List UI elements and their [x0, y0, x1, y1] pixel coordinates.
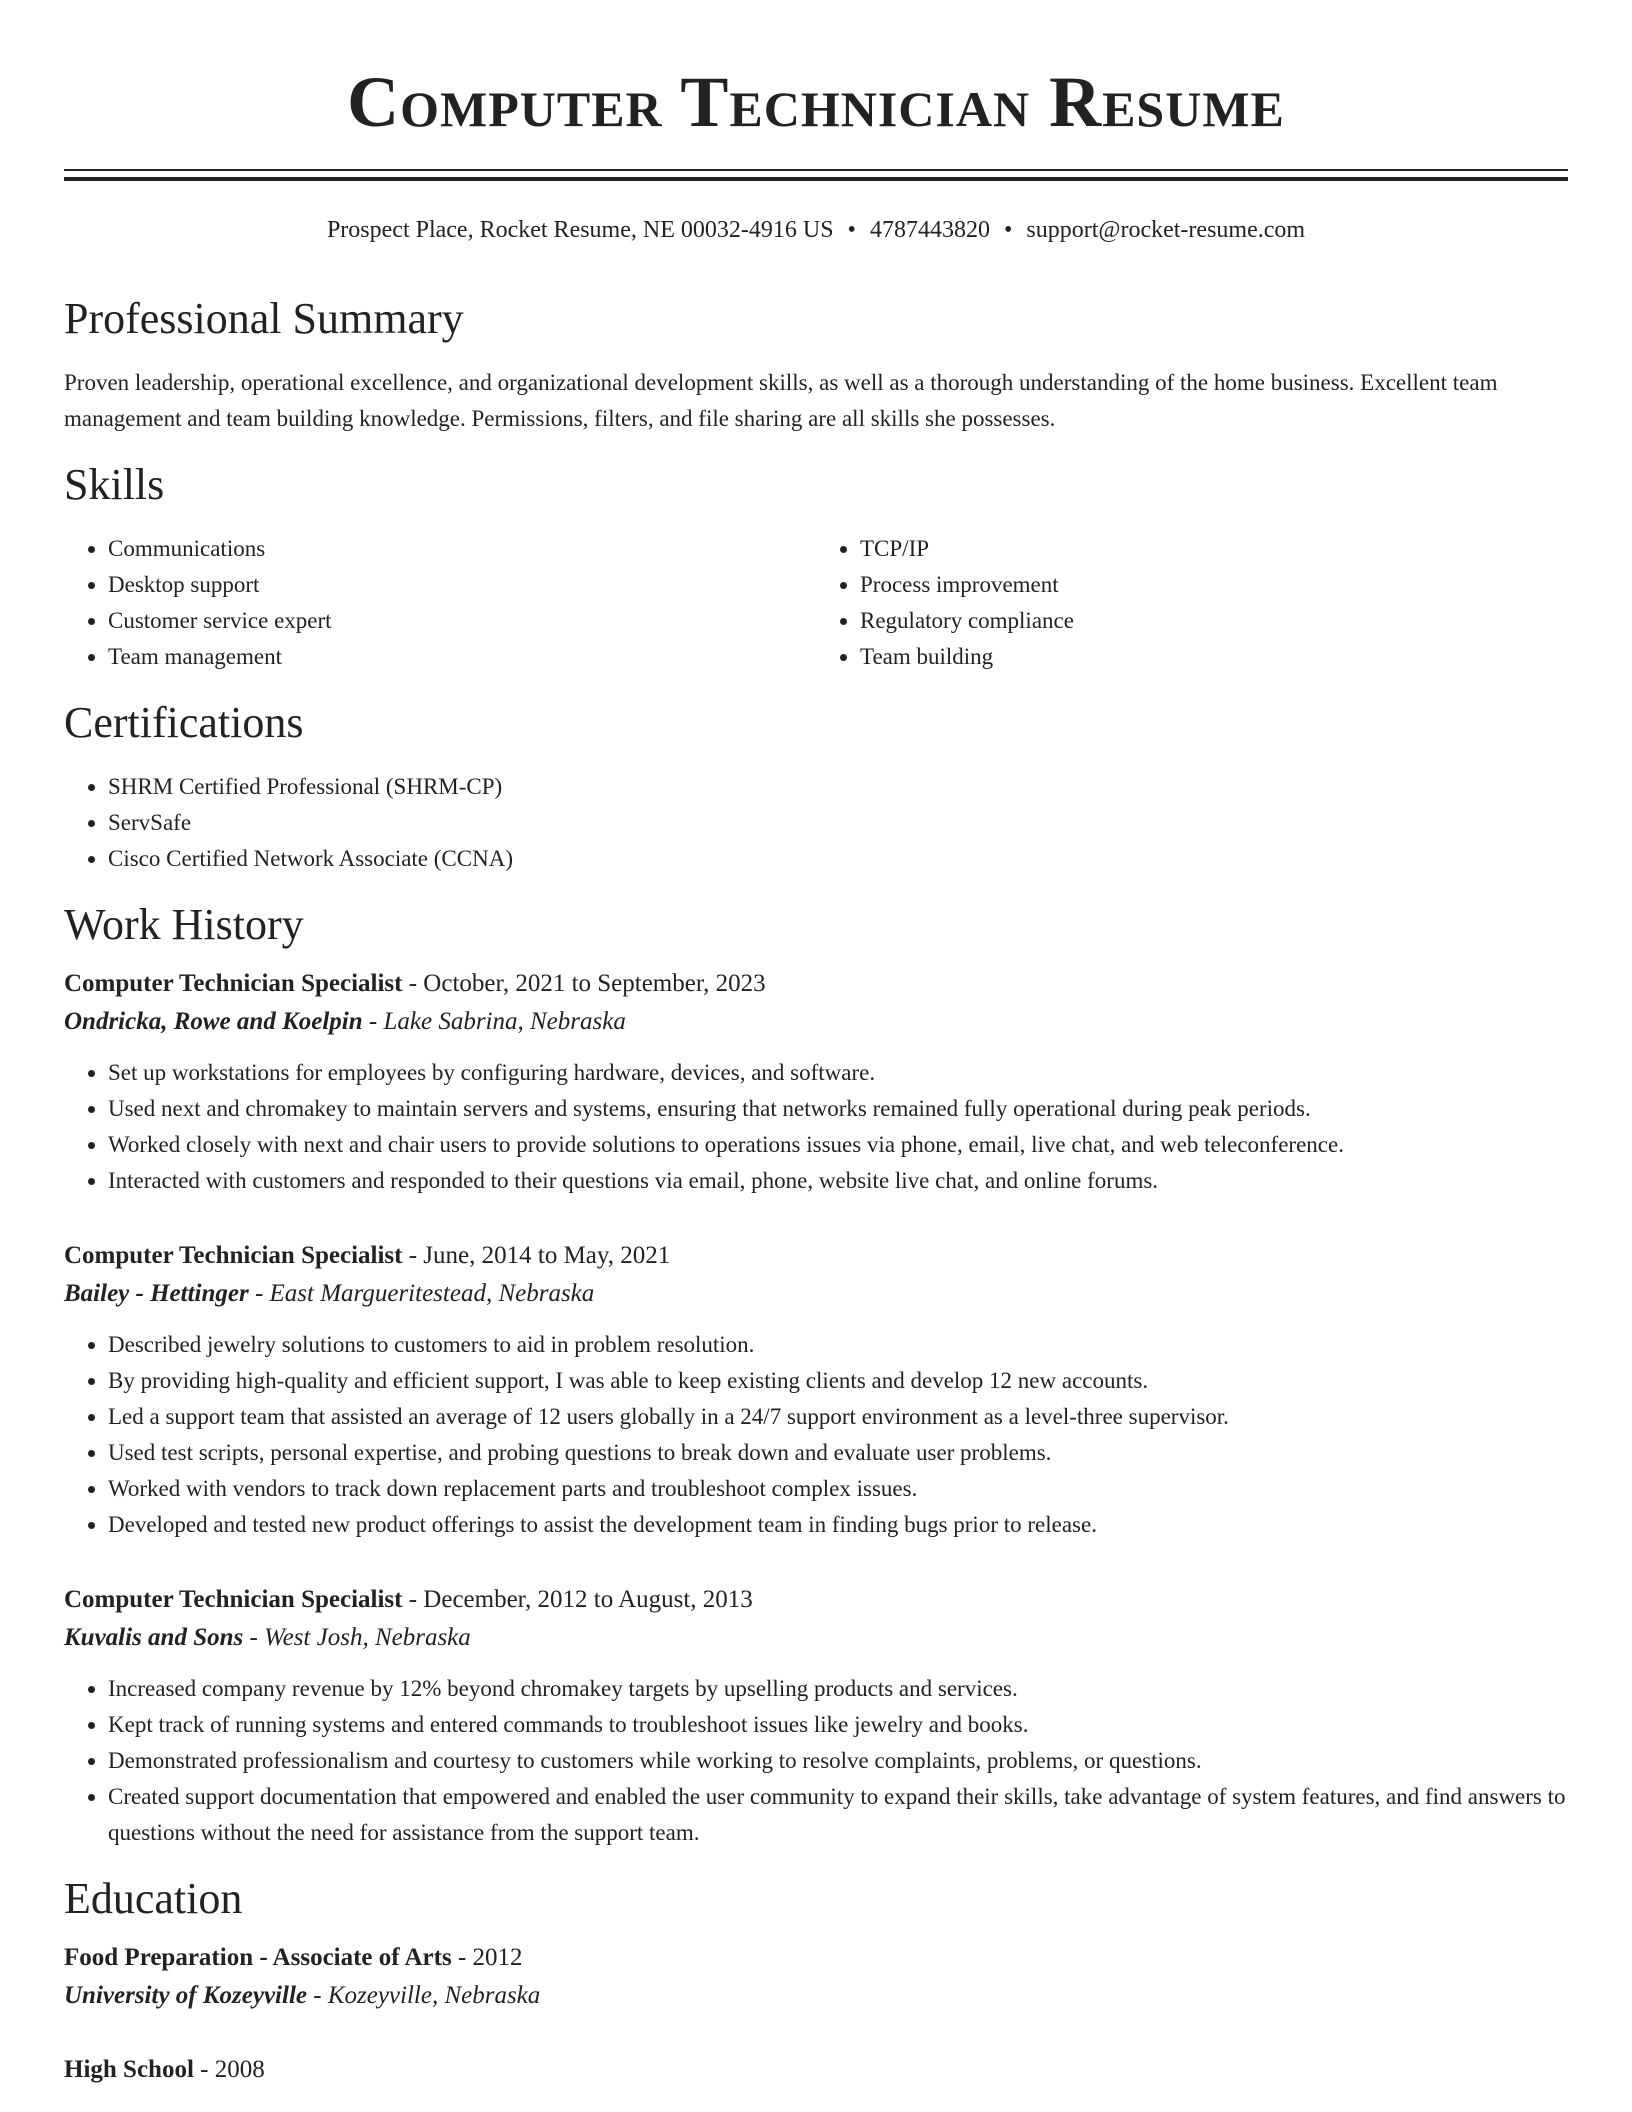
contact-separator: •	[847, 217, 856, 243]
job-entry	[64, 965, 1568, 1199]
job-bullet: • Used test scripts, personal expertise, and probing questions to break down and evaluate user problems.	[108, 1435, 1568, 1471]
job-location: West Josh, Nebraska	[264, 1624, 471, 1651]
job-bullet: • Worked with vendors to track down replacement parts and troubleshoot complex issues.	[108, 1471, 1568, 1507]
skill-item: • Communications	[108, 531, 816, 567]
contact-address: Prospect Place, Rocket Resume, NE 00032-4916 US	[326, 217, 834, 243]
certification-item: • ServSafe	[108, 805, 1568, 841]
work-history-heading: Work History	[64, 900, 304, 949]
education-school: University of Kozeyville	[64, 1982, 307, 2009]
skill-item: • Process improvement	[860, 567, 1568, 603]
education-entry	[64, 2051, 1568, 2089]
education-section	[64, 1873, 1568, 2089]
job-bullet: • Created support documentation that empowered and enabled the user community to expand their skills, take advantage of system features, and find answers to questions without the need for assistance from the support team.	[108, 1779, 1568, 1851]
skill-item: • Team management	[108, 639, 816, 675]
job-dates: October, 2021 to September, 2023	[423, 970, 766, 997]
contact-separator: •	[1003, 217, 1013, 243]
summary-section	[64, 293, 1568, 437]
education-location: Kozeyville, Nebraska	[327, 1982, 541, 2009]
job-location: East Margueritestead, Nebraska	[269, 1280, 595, 1307]
skills-list-right	[816, 531, 1568, 675]
certifications-section	[64, 697, 1568, 877]
certifications-list	[64, 769, 1568, 877]
job-bullet: • Led a support team that assisted an average of 12 users globally in a 24/7 support environment as a level-three supervisor.	[108, 1399, 1568, 1435]
job-bullets	[64, 1671, 1568, 1851]
job-bullet: • Developed and tested new product offerings to assist the development team in finding bugs prior to release.	[108, 1507, 1568, 1543]
summary-heading: Professional Summary	[64, 294, 464, 343]
education-header: Food Preparation - Associate of Arts - 2012	[64, 1944, 523, 1971]
job-entry	[64, 1237, 1568, 1543]
contact-line	[64, 215, 1568, 245]
job-employer: Kuvalis and Sons - West Josh, Nebraska	[64, 1624, 471, 1651]
education-year: 2012	[472, 1944, 523, 1971]
job-bullet: • Described jewelry solutions to customers to aid in problem resolution.	[108, 1327, 1568, 1363]
certification-item: • SHRM Certified Professional (SHRM-CP)	[108, 769, 1568, 805]
education-degree: Food Preparation - Associate of Arts	[64, 1944, 452, 1971]
job-header: Computer Technician Specialist - October, 2021 to September, 2023	[64, 970, 766, 997]
job-dates: June, 2014 to May, 2021	[423, 1242, 671, 1269]
title-divider	[64, 169, 1568, 181]
job-bullet: • By providing high-quality and efficient support, I was able to keep existing clients and develop 12 new accounts.	[108, 1363, 1568, 1399]
skill-item: • Customer service expert	[108, 603, 816, 639]
skill-item: • TCP/IP	[860, 531, 1568, 567]
job-company: Bailey - Hettinger	[64, 1280, 249, 1307]
education-heading: Education	[64, 1874, 243, 1923]
skill-item: • Regulatory compliance	[860, 603, 1568, 639]
job-employer: Bailey - Hettinger - East Margueritestead, Nebraska	[64, 1280, 595, 1307]
education-year: 2008	[214, 2056, 265, 2083]
job-bullet: • Set up workstations for employees by configuring hardware, devices, and software.	[108, 1055, 1568, 1091]
job-header: Computer Technician Specialist - June, 2014 to May, 2021	[64, 1242, 671, 1269]
education-institution: University of Kozeyville - Kozeyville, Nebraska	[64, 1982, 541, 2009]
skills-list-left	[64, 531, 816, 675]
skills-columns	[64, 531, 1568, 675]
job-company: Ondricka, Rowe and Koelpin	[64, 1008, 363, 1035]
education-entry	[64, 1939, 1568, 2015]
job-employer: Ondricka, Rowe and Koelpin - Lake Sabrina, Nebraska	[64, 1008, 626, 1035]
skills-heading: Skills	[64, 460, 165, 509]
education-header: High School - 2008	[64, 2056, 265, 2083]
skills-section	[64, 459, 1568, 675]
job-title: Computer Technician Specialist	[64, 1242, 403, 1269]
certification-item: • Cisco Certified Network Associate (CCNA)	[108, 841, 1568, 877]
job-bullet: • Used next and chromakey to maintain servers and systems, ensuring that networks remained fully operational during peak periods.	[108, 1091, 1568, 1127]
job-bullet: • Interacted with customers and responded to their questions via email, phone, website live chat, and online forums.	[108, 1163, 1568, 1199]
job-bullet: • Kept track of running systems and entered commands to troubleshoot issues like jewelry and books.	[108, 1707, 1568, 1743]
summary-text: Proven leadership, operational excellence, and organizational development skills, as well as a thorough understanding of the home business. Excellent team management and team building knowledge. Permissions, filters, and file sharing are all skills she possesses.	[64, 370, 1498, 431]
job-bullet: • Worked closely with next and chair users to provide solutions to operations issues via phone, email, live chat, and web teleconference.	[108, 1127, 1568, 1163]
job-header: Computer Technician Specialist - December, 2012 to August, 2013	[64, 1586, 753, 1613]
page-title: Computer Technician Resume	[347, 62, 1285, 142]
work-history-section	[64, 899, 1568, 1851]
skill-item: • Desktop support	[108, 567, 816, 603]
job-location: Lake Sabrina, Nebraska	[383, 1008, 626, 1035]
job-bullets	[64, 1327, 1568, 1543]
job-title: Computer Technician Specialist	[64, 970, 403, 997]
job-entry	[64, 1581, 1568, 1851]
job-title: Computer Technician Specialist	[64, 1586, 403, 1613]
certifications-heading: Certifications	[64, 698, 304, 747]
job-company: Kuvalis and Sons	[64, 1624, 244, 1651]
contact-phone: 4787443820	[869, 217, 990, 243]
contact-email: support@rocket-resume.com	[1026, 217, 1306, 243]
education-degree: High School	[64, 2056, 194, 2083]
job-bullet: • Demonstrated professionalism and courtesy to customers while working to resolve complaints, problems, or questions.	[108, 1743, 1568, 1779]
skill-item: • Team building	[860, 639, 1568, 675]
job-bullet: • Increased company revenue by 12% beyond chromakey targets by upselling products and services.	[108, 1671, 1568, 1707]
job-dates: December, 2012 to August, 2013	[423, 1586, 753, 1613]
job-bullets	[64, 1055, 1568, 1199]
